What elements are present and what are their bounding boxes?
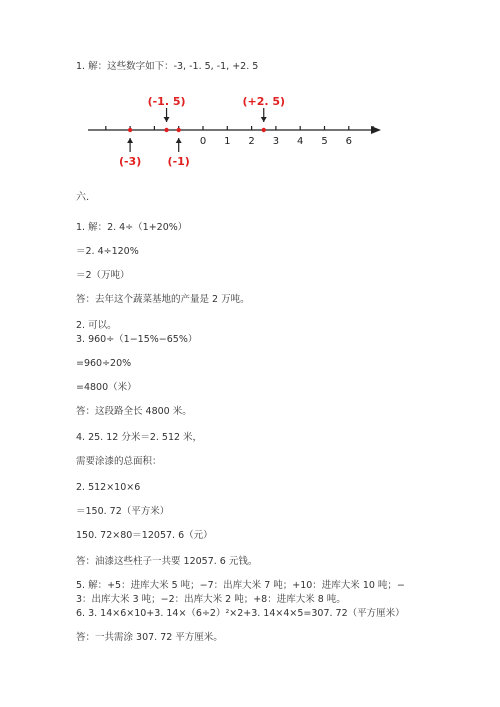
number-line-point-label: (+2. 5) bbox=[242, 95, 286, 108]
answer-line: 4. 25. 12 分米＝2. 512 米， bbox=[76, 432, 203, 443]
number-line bbox=[0, 0, 500, 180]
number-line-pointer-head bbox=[127, 138, 133, 143]
answer-line: 150. 72×80＝12057. 6（元） bbox=[76, 530, 213, 541]
number-line-point bbox=[177, 128, 181, 132]
number-line-ticks bbox=[106, 126, 373, 147]
number-line-tick-label: 6 bbox=[345, 136, 352, 147]
answer-line: 5. 解：+5：进库大米 5 吨；−7：出库大米 7 吨；+10：进库大米 10 吨；− bbox=[76, 580, 405, 591]
answer-line: 2. 512×10×6 bbox=[76, 482, 141, 493]
number-line-point-label: (-1) bbox=[167, 155, 190, 168]
answer-line: ＝150. 72（平方米） bbox=[76, 506, 170, 517]
answer-line: ＝2（万吨） bbox=[76, 270, 130, 281]
number-line-point bbox=[164, 128, 168, 132]
number-line-pointer-head bbox=[176, 138, 182, 143]
answer-line: ＝2. 4÷120% bbox=[76, 246, 139, 257]
answer-line: =960÷20% bbox=[76, 358, 132, 369]
section-six-title: 六. bbox=[76, 192, 90, 203]
number-line-pointer-head bbox=[261, 117, 267, 122]
number-line-tick-label: 2 bbox=[248, 136, 255, 147]
number-line-point bbox=[128, 128, 132, 132]
number-line-tick-label: 3 bbox=[272, 136, 280, 147]
number-line-tick-label: 0 bbox=[199, 136, 207, 147]
answer-line: 2. 可以。 bbox=[76, 320, 117, 331]
answer-line: =4800（米） bbox=[76, 382, 137, 393]
number-line-tick-label: 1 bbox=[224, 136, 231, 147]
q1-answer-text: 1. 解：这些数字如下：-3, -1. 5, -1, +2. 5 bbox=[76, 61, 259, 72]
answer-line: 1. 解：2. 4÷（1+20%） bbox=[76, 222, 188, 233]
answer-line: 6. 3. 14×6×10+3. 14×（6÷2）²×2+3. 14×4×5=307. 72（平方厘米） bbox=[76, 608, 405, 619]
number-line-tick-label: 4 bbox=[297, 136, 304, 147]
number-line-tick-label: 5 bbox=[321, 136, 328, 147]
answer-line: 答：这段路全长 4800 米。 bbox=[76, 406, 192, 417]
number-line-pointer-head bbox=[164, 117, 170, 122]
number-line-points bbox=[119, 95, 285, 168]
number-line-point bbox=[262, 128, 266, 132]
number-line-point-label: (-3) bbox=[118, 155, 142, 168]
answer-line: 需要涂漆的总面积： bbox=[76, 456, 162, 467]
answer-line: 3：出库大米 3 吨；−2：出库大米 2 吨；+8：进库大米 8 吨。 bbox=[76, 594, 346, 605]
answer-line: 3. 960÷（1−15%−65%） bbox=[76, 334, 198, 345]
answer-line: 答：去年这个蔬菜基地的产量是 2 万吨。 bbox=[76, 294, 250, 305]
answer-line: 答：一共需涂 307. 72 平方厘米。 bbox=[76, 632, 223, 643]
answer-line: 答：油漆这些柱子一共要 12057. 6 元钱。 bbox=[76, 556, 258, 567]
number-line-point-label: (-1. 5) bbox=[147, 95, 186, 108]
